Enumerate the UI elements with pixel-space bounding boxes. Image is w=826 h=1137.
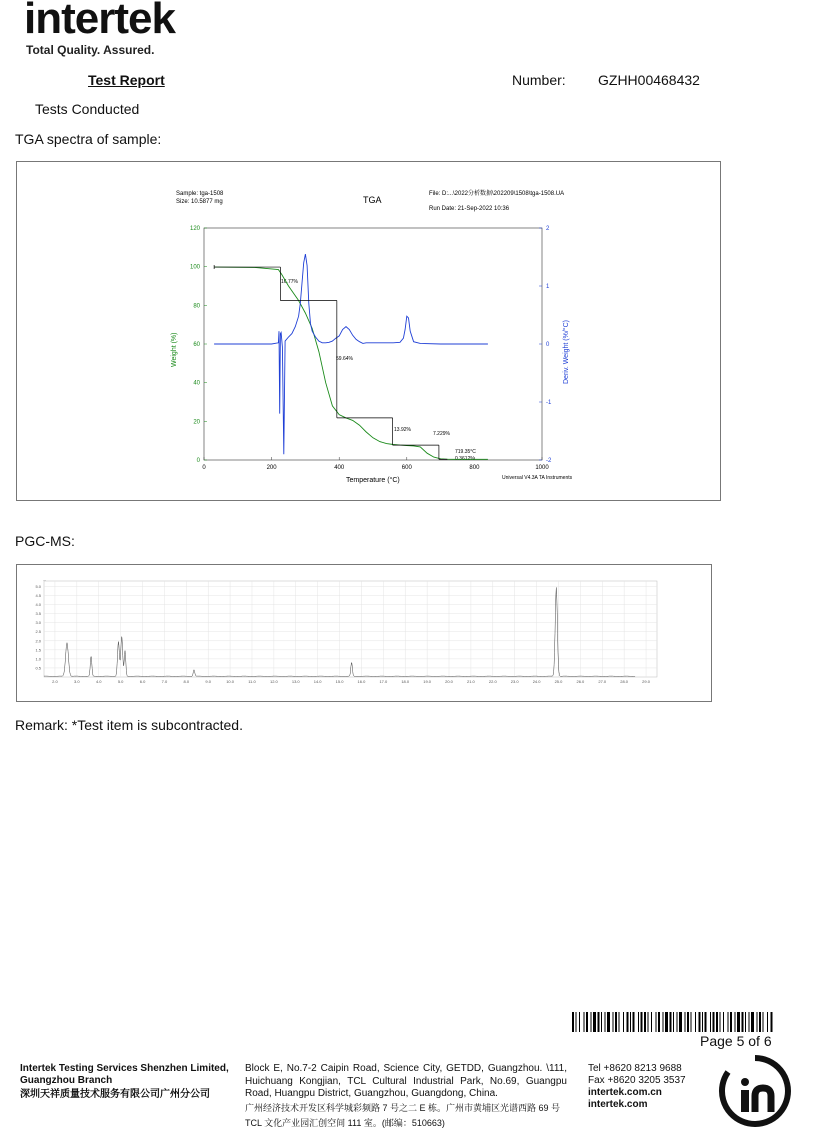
pgc-peak — [91, 656, 92, 657]
barcode-bar — [720, 1012, 721, 1032]
pgc-xtick-label: 3.0 — [74, 679, 80, 684]
remark: Remark: *Test item is subcontracted. — [15, 717, 243, 733]
barcode-bar — [673, 1012, 674, 1032]
footer-contact — [588, 1063, 686, 1111]
pgc-ytick-label: 3.0 — [35, 620, 41, 626]
pgc-xtick-label: 7.0 — [161, 679, 168, 684]
pgc-xtick-label: 6.0 — [139, 679, 146, 684]
barcode — [572, 1012, 774, 1032]
barcode-bar — [751, 1012, 754, 1032]
barcode-bar — [593, 1012, 596, 1032]
tga-y2label: Deriv. Weight (%/°C) — [563, 320, 570, 384]
barcode-bar — [691, 1012, 692, 1032]
barcode-bar — [713, 1012, 715, 1032]
barcode-bar — [641, 1012, 643, 1032]
barcode-bar — [679, 1012, 682, 1032]
barcode-bar — [749, 1012, 750, 1032]
barcode-bar — [687, 1012, 689, 1032]
barcode-bar — [716, 1012, 718, 1032]
barcode-bar — [591, 1012, 592, 1032]
tests-conducted-heading: Tests Conducted — [35, 101, 140, 117]
pgc-ytick-label: 4.0 — [35, 602, 41, 608]
barcode-bar — [742, 1012, 744, 1032]
footer-company-cn: 深圳天祥质量技术服务有限公司广州分公司 — [20, 1089, 210, 1100]
pgc-xtick-label: 9.0 — [205, 679, 211, 684]
tga-title: TGA — [363, 195, 382, 205]
tga-ytick-label: 20 — [193, 419, 200, 426]
pgc-xtick-label: 27.0 — [598, 679, 607, 684]
pgc-ms-chart — [17, 565, 711, 701]
tga-ytick-label: 0 — [196, 458, 200, 464]
tga-y2tick-label: -1 — [546, 400, 552, 406]
pgc-xtick-label: 28.0 — [620, 679, 629, 684]
tga-y2tick-label: 2 — [546, 226, 550, 232]
barcode-bar — [677, 1012, 678, 1032]
tga-y2tick-label: -2 — [546, 458, 552, 464]
barcode-bar — [767, 1012, 768, 1032]
pgc-ms-corner-label: — — [43, 578, 46, 582]
pgc-xtick-label: 26.0 — [576, 679, 585, 684]
tga-instrument: Universal V4.3A TA Instruments — [502, 475, 573, 481]
pgc-ytick-label: 1.5 — [35, 647, 41, 653]
page-number: Page 5 of 6 — [700, 1033, 772, 1049]
barcode-bar — [584, 1012, 585, 1032]
footer-tel: Tel +8620 8213 9688 — [588, 1063, 682, 1074]
barcode-bar — [651, 1012, 652, 1032]
tga-chart — [17, 162, 720, 500]
pgc-peak — [67, 642, 68, 643]
logo-tagline: Total Quality. Assured. — [26, 43, 155, 57]
tga-xtick-label: 600 — [401, 465, 412, 471]
tga-file-label: File: D:...\2022分析数据\202209\1508\tga-1508.UA — [429, 191, 565, 197]
tga-deriv-line — [214, 254, 488, 454]
pgc-xtick-label: 17.0 — [379, 679, 388, 684]
pgc-xtick-label: 8.0 — [183, 679, 190, 684]
barcode-bar — [648, 1012, 649, 1032]
tga-run-date: Run Date: 21-Sep-2022 10:36 — [429, 206, 510, 212]
report-title: Test Report — [88, 72, 165, 88]
pgc-xtick-label: 15.0 — [335, 679, 344, 684]
tga-y2tick-label: 0 — [546, 342, 550, 348]
intertek-logo: intertek — [24, 0, 175, 43]
barcode-bar — [572, 1012, 574, 1032]
tga-ytick-label: 120 — [189, 226, 200, 232]
pgc-peak — [118, 642, 119, 643]
pgc-xtick-label: 13.0 — [291, 679, 300, 684]
barcode-bar — [685, 1012, 686, 1032]
barcode-bar — [638, 1012, 639, 1032]
barcode-bar — [759, 1012, 761, 1032]
pgc-ms-figure-frame — [16, 564, 712, 702]
barcode-bar — [702, 1012, 703, 1032]
tga-y2tick-label: 1 — [546, 284, 550, 290]
barcode-bar — [576, 1012, 577, 1032]
barcode-bar — [644, 1012, 646, 1032]
pgc-xtick-label: 2.0 — [52, 679, 58, 684]
tga-annot-6: 0.3612% — [455, 456, 475, 462]
barcode-bar — [730, 1012, 732, 1032]
barcode-bar — [665, 1012, 668, 1032]
barcode-bar — [619, 1012, 620, 1032]
tga-ytick-label: 100 — [189, 264, 200, 271]
tga-annot-4: 7.229% — [433, 431, 450, 437]
barcode-bar — [613, 1012, 614, 1032]
tga-size-label: Size: 10.5877 mg — [176, 199, 223, 205]
barcode-bar — [705, 1012, 707, 1032]
tga-xtick-label: 1000 — [535, 465, 549, 471]
pgc-ytick-label: 1.0 — [35, 656, 41, 662]
tga-annot-2: 59.64% — [336, 356, 353, 362]
footer-company — [20, 1063, 245, 1101]
tga-xtick-label: 800 — [469, 465, 480, 471]
barcode-bar — [771, 1012, 773, 1032]
pgc-xtick-label: 19.0 — [423, 679, 432, 684]
tga-ytick-label: 60 — [193, 342, 200, 348]
barcode-bar — [710, 1012, 711, 1032]
barcode-bar — [737, 1012, 740, 1032]
pgc-peak — [351, 662, 352, 663]
pgc-ytick-label: 3.5 — [35, 611, 41, 617]
footer-web[interactable]: intertek.com — [588, 1099, 648, 1110]
barcode-bar — [598, 1012, 600, 1032]
barcode-bar — [656, 1012, 657, 1032]
footer-web-cn[interactable]: intertek.com.cn — [588, 1087, 662, 1098]
footer-company-en: Intertek Testing Services Shenzhen Limited, Guangzhou Branch — [20, 1063, 229, 1086]
pgc-xtick-label: 29.0 — [642, 679, 650, 684]
tga-annot-5: 719.35°C — [455, 449, 476, 455]
pgc-peak — [556, 587, 557, 588]
barcode-bar — [630, 1012, 631, 1032]
pgc-xtick-label: 25.0 — [554, 679, 563, 684]
pgc-ytick-label: 0.5 — [35, 665, 41, 671]
tga-xtick-label: 200 — [266, 465, 277, 471]
footer-address-cn: 广州经济技术开发区科学城彩频路 7 号之二 E 栋。广州市黄埔区光谱西路 69 号 TCL 文化产业园汇创空间 111 室。(邮编：510663) — [245, 1102, 561, 1128]
tga-xtick-label: 0 — [202, 465, 206, 471]
pgc-xtick-label: 16.0 — [357, 679, 366, 684]
barcode-bar — [728, 1012, 729, 1032]
pgc-ms-heading: PGC-MS: — [15, 533, 75, 549]
intertek-in-logo-icon — [718, 1054, 792, 1128]
pgc-xtick-label: 11.0 — [248, 679, 256, 684]
pgc-xtick-label: 10.0 — [226, 679, 234, 684]
barcode-bar — [633, 1012, 635, 1032]
pgc-xtick-label: 5.0 — [117, 679, 124, 684]
pgc-xtick-label: 12.0 — [269, 679, 278, 684]
pgc-peak — [121, 636, 122, 637]
barcode-bar — [579, 1012, 580, 1032]
tga-sample-label: Sample: tga-1508 — [176, 191, 224, 197]
barcode-bar — [615, 1012, 617, 1032]
pgc-ytick-label: 2.0 — [35, 638, 41, 644]
barcode-bar — [695, 1012, 696, 1032]
barcode-bar — [735, 1012, 736, 1032]
barcode-bar — [663, 1012, 664, 1032]
pgc-xtick-label: 23.0 — [510, 679, 519, 684]
tga-heading: TGA spectra of sample: — [15, 131, 162, 147]
footer-address — [245, 1063, 567, 1131]
pgc-xtick-label: 21.0 — [467, 679, 475, 684]
barcode-bar — [757, 1012, 758, 1032]
barcode-bar — [763, 1012, 764, 1032]
barcode-bar — [658, 1012, 660, 1032]
barcode-bar — [723, 1012, 724, 1032]
report-number-value: GZHH00468432 — [598, 72, 700, 88]
pgc-ytick-label: 5.0 — [35, 583, 41, 589]
pgc-peak — [194, 670, 195, 671]
tga-annot-3: 13.92% — [394, 427, 411, 433]
pgc-xtick-label: 22.0 — [488, 679, 497, 684]
pgc-ytick-label: 2.5 — [35, 629, 41, 635]
tga-ytick-label: 40 — [193, 380, 200, 387]
report-number-label: Number: — [512, 72, 566, 88]
footer-fax: Fax +8620 3205 3537 — [588, 1075, 686, 1086]
tga-figure-frame — [16, 161, 721, 501]
tga-xtick-label: 400 — [334, 465, 345, 471]
tga-ylabel: Weight (%) — [171, 332, 178, 367]
barcode-bar — [607, 1012, 610, 1032]
pgc-xtick-label: 18.0 — [401, 679, 410, 684]
barcode-bar — [586, 1012, 588, 1032]
barcode-bar — [745, 1012, 746, 1032]
barcode-bar — [605, 1012, 606, 1032]
barcode-bar — [627, 1012, 629, 1032]
barcode-bar — [623, 1012, 624, 1032]
tga-ytick-label: 80 — [193, 303, 200, 310]
barcode-bar — [670, 1012, 672, 1032]
tga-xlabel: Temperature (°C) — [346, 477, 400, 484]
pgc-ytick-label: 4.5 — [35, 592, 41, 598]
barcode-bar — [601, 1012, 602, 1032]
footer-address-en: Block E, No.7-2 Caipin Road, Science City, GETDD, Guangzhou. \111, Huichuang Kongjian, TCL Cultural Industrial Park, No.69, Guangpu Road, Huangpu District, Guangzhou, Guangdong, China. — [245, 1063, 567, 1099]
pgc-xtick-label: 20.0 — [445, 679, 453, 684]
pgc-xtick-label: 4.0 — [95, 679, 102, 684]
pgc-peak — [125, 651, 126, 652]
pgc-xtick-label: 24.0 — [532, 679, 541, 684]
barcode-bar — [699, 1012, 701, 1032]
tga-annot-1: 16.77% — [281, 279, 298, 285]
pgc-xtick-label: 14.0 — [313, 679, 322, 684]
